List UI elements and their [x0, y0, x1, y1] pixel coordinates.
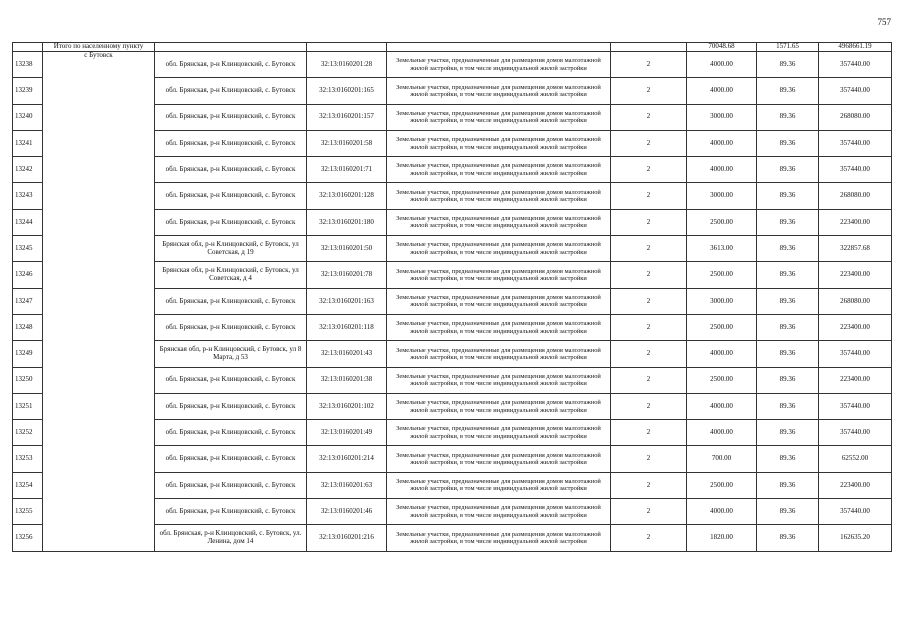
category-cell: 2 [611, 130, 687, 156]
rate-cell: 89.36 [757, 288, 819, 314]
area-cell: 2500.00 [687, 367, 757, 393]
cadastral-number-cell: 32:13:0160201:38 [307, 367, 387, 393]
value-cell: 223400.00 [819, 209, 892, 235]
address-cell: обл. Брянская, р-н Клинцовский, с. Бутовск [155, 157, 307, 183]
land-use-cell: Земельные участки, предназначенные для размещения домов малоэтажной жилой застройки, в том числе индивидуальной жилой застройки [387, 288, 611, 314]
rate-cell: 89.36 [757, 472, 819, 498]
cadastral-number-cell: 32:13:0160201:163 [307, 288, 387, 314]
row-number: 13244 [13, 209, 43, 235]
total-rate: 1571.65 [757, 43, 819, 52]
table-row [13, 52, 892, 78]
land-use-cell: Земельные участки, предназначенные для размещения домов малоэтажной жилой застройки, в том числе индивидуальной жилой застройки [387, 209, 611, 235]
area-cell: 2500.00 [687, 472, 757, 498]
address-cell: обл. Брянская, р-н Клинцовский, с. Бутовск [155, 130, 307, 156]
value-cell: 357440.00 [819, 341, 892, 367]
land-use-cell: Земельные участки, предназначенные для размещения домов малоэтажной жилой застройки, в том числе индивидуальной жилой застройки [387, 52, 611, 78]
cadastral-number-cell: 32:13:0160201:71 [307, 157, 387, 183]
address-cell: Брянская обл, р-н Клинцовский, с Бутовск, ул Советская, д 19 [155, 236, 307, 262]
rate-cell: 89.36 [757, 367, 819, 393]
row-number: 13242 [13, 157, 43, 183]
rate-cell: 89.36 [757, 104, 819, 130]
rate-cell: 89.36 [757, 262, 819, 288]
row-number: 13250 [13, 367, 43, 393]
category-cell: 2 [611, 157, 687, 183]
rate-cell: 89.36 [757, 209, 819, 235]
cadastral-number-cell: 32:13:0160201:180 [307, 209, 387, 235]
cadastral-number-cell: 32:13:0160201:118 [307, 314, 387, 340]
area-cell: 1820.00 [687, 525, 757, 551]
value-cell: 322857.68 [819, 236, 892, 262]
category-cell: 2 [611, 236, 687, 262]
cadastral-number-cell: 32:13:0160201:46 [307, 499, 387, 525]
land-use-cell: Земельные участки, предназначенные для размещения домов малоэтажной жилой застройки, в том числе индивидуальной жилой застройки [387, 314, 611, 340]
category-cell: 2 [611, 288, 687, 314]
land-use-cell: Земельные участки, предназначенные для размещения домов малоэтажной жилой застройки, в том числе индивидуальной жилой застройки [387, 236, 611, 262]
area-cell: 4000.00 [687, 52, 757, 78]
rate-cell: 89.36 [757, 314, 819, 340]
area-cell: 3000.00 [687, 183, 757, 209]
address-cell: обл. Брянская, р-н Клинцовский, с. Бутовск [155, 420, 307, 446]
cadastral-number-cell: 32:13:0160201:165 [307, 78, 387, 104]
row-number: 13240 [13, 104, 43, 130]
category-cell: 2 [611, 52, 687, 78]
value-cell: 357440.00 [819, 420, 892, 446]
row-number: 13249 [13, 341, 43, 367]
area-cell: 2500.00 [687, 262, 757, 288]
cadastral-number-cell: 32:13:0160201:28 [307, 52, 387, 78]
category-cell: 2 [611, 262, 687, 288]
total-area: 70048.68 [687, 43, 757, 52]
value-cell: 357440.00 [819, 499, 892, 525]
address-cell: обл. Брянская, р-н Клинцовский, с. Бутовск [155, 78, 307, 104]
rate-cell: 89.36 [757, 341, 819, 367]
value-cell: 62552.00 [819, 446, 892, 472]
row-number: 13246 [13, 262, 43, 288]
rate-cell: 89.36 [757, 420, 819, 446]
rate-cell: 89.36 [757, 183, 819, 209]
row-number: 13247 [13, 288, 43, 314]
land-use-cell: Земельные участки, предназначенные для размещения домов малоэтажной жилой застройки, в том числе индивидуальной жилой застройки [387, 472, 611, 498]
address-cell: обл. Брянская, р-н Клинцовский, с. Бутовск [155, 499, 307, 525]
land-use-cell: Земельные участки, предназначенные для размещения домов малоэтажной жилой застройки, в том числе индивидуальной жилой застройки [387, 104, 611, 130]
address-cell: обл. Брянская, р-н Клинцовский, с. Бутовск [155, 446, 307, 472]
total-label: Итого по населенному пункту [43, 43, 155, 52]
value-cell: 223400.00 [819, 472, 892, 498]
land-use-cell: Земельные участки, предназначенные для размещения домов малоэтажной жилой застройки, в том числе индивидуальной жилой застройки [387, 341, 611, 367]
area-cell: 3000.00 [687, 288, 757, 314]
land-use-cell: Земельные участки, предназначенные для размещения домов малоэтажной жилой застройки, в том числе индивидуальной жилой застройки [387, 393, 611, 419]
address-cell: обл. Брянская, р-н Клинцовский, с. Бутовск [155, 393, 307, 419]
category-cell: 2 [611, 446, 687, 472]
rate-cell: 89.36 [757, 446, 819, 472]
cadastral-number-cell: 32:13:0160201:214 [307, 446, 387, 472]
rate-cell: 89.36 [757, 130, 819, 156]
area-cell: 4000.00 [687, 341, 757, 367]
cadastral-number-cell: 32:13:0160201:58 [307, 130, 387, 156]
land-use-cell: Земельные участки, предназначенные для размещения домов малоэтажной жилой застройки, в том числе индивидуальной жилой застройки [387, 183, 611, 209]
area-cell: 4000.00 [687, 130, 757, 156]
rate-cell: 89.36 [757, 52, 819, 78]
address-cell: Брянская обл, р-н Клинцовский, с Бутовск, ул 8 Марта, д 53 [155, 341, 307, 367]
category-cell: 2 [611, 104, 687, 130]
address-cell: обл. Брянская, р-н Клинцовский, с. Бутовск [155, 52, 307, 78]
land-use-cell: Земельные участки, предназначенные для размещения домов малоэтажной жилой застройки, в том числе индивидуальной жилой застройки [387, 499, 611, 525]
address-cell: обл. Брянская, р-н Клинцовский, с. Бутовск [155, 288, 307, 314]
category-cell: 2 [611, 183, 687, 209]
settlement-name: с Бутовск [43, 52, 155, 552]
address-cell: Брянская обл, р-н Клинцовский, с Бутовск, ул Советская, д 4 [155, 262, 307, 288]
area-cell: 3000.00 [687, 104, 757, 130]
land-use-cell: Земельные участки, предназначенные для размещения домов малоэтажной жилой застройки, в том числе индивидуальной жилой застройки [387, 130, 611, 156]
address-cell: обл. Брянская, р-н Клинцовский, с. Бутовск [155, 314, 307, 340]
rate-cell: 89.36 [757, 393, 819, 419]
row-number: 13238 [13, 52, 43, 78]
value-cell: 162635.20 [819, 525, 892, 551]
area-cell: 2500.00 [687, 209, 757, 235]
row-number: 13239 [13, 78, 43, 104]
category-cell: 2 [611, 314, 687, 340]
row-number: 13243 [13, 183, 43, 209]
cadastral-number-cell: 32:13:0160201:63 [307, 472, 387, 498]
area-cell: 4000.00 [687, 420, 757, 446]
category-cell: 2 [611, 499, 687, 525]
category-cell: 2 [611, 472, 687, 498]
cadastral-number-cell: 32:13:0160201:102 [307, 393, 387, 419]
value-cell: 357440.00 [819, 78, 892, 104]
row-number: 13254 [13, 472, 43, 498]
row-number: 13255 [13, 499, 43, 525]
land-use-cell: Земельные участки, предназначенные для размещения домов малоэтажной жилой застройки, в том числе индивидуальной жилой застройки [387, 446, 611, 472]
row-number: 13245 [13, 236, 43, 262]
land-use-cell: Земельные участки, предназначенные для размещения домов малоэтажной жилой застройки, в том числе индивидуальной жилой застройки [387, 78, 611, 104]
value-cell: 223400.00 [819, 367, 892, 393]
total-value: 4968661.19 [819, 43, 892, 52]
area-cell: 700.00 [687, 446, 757, 472]
value-cell: 357440.00 [819, 393, 892, 419]
row-number: 13251 [13, 393, 43, 419]
value-cell: 268080.00 [819, 288, 892, 314]
land-use-cell: Земельные участки, предназначенные для размещения домов малоэтажной жилой застройки, в том числе индивидуальной жилой застройки [387, 420, 611, 446]
category-cell: 2 [611, 78, 687, 104]
land-use-cell: Земельные участки, предназначенные для размещения домов малоэтажной жилой застройки, в том числе индивидуальной жилой застройки [387, 157, 611, 183]
rate-cell: 89.36 [757, 499, 819, 525]
value-cell: 357440.00 [819, 52, 892, 78]
area-cell: 4000.00 [687, 78, 757, 104]
value-cell: 357440.00 [819, 157, 892, 183]
category-cell: 2 [611, 393, 687, 419]
cadastral-number-cell: 32:13:0160201:128 [307, 183, 387, 209]
address-cell: обл. Брянская, р-н Клинцовский, с. Бутовск [155, 104, 307, 130]
area-cell: 4000.00 [687, 393, 757, 419]
address-cell: обл. Брянская, р-н Клинцовский, с. Бутовск [155, 472, 307, 498]
cadastral-number-cell: 32:13:0160201:216 [307, 525, 387, 551]
land-register-table [12, 42, 892, 552]
value-cell: 268080.00 [819, 183, 892, 209]
land-use-cell: Земельные участки, предназначенные для размещения домов малоэтажной жилой застройки, в том числе индивидуальной жилой застройки [387, 367, 611, 393]
value-cell: 268080.00 [819, 104, 892, 130]
page-number: 757 [877, 17, 891, 27]
row-number: 13241 [13, 130, 43, 156]
cadastral-number-cell: 32:13:0160201:78 [307, 262, 387, 288]
category-cell: 2 [611, 525, 687, 551]
address-cell: обл. Брянская, р-н Клинцовский, с. Бутовск [155, 367, 307, 393]
category-cell: 2 [611, 367, 687, 393]
category-cell: 2 [611, 341, 687, 367]
address-cell: обл. Брянская, р-н Клинцовский, с. Бутовск, ул. Ленина, дом 14 [155, 525, 307, 551]
category-cell: 2 [611, 420, 687, 446]
area-cell: 2500.00 [687, 314, 757, 340]
settlement-total-row [13, 43, 892, 52]
cadastral-number-cell: 32:13:0160201:50 [307, 236, 387, 262]
rate-cell: 89.36 [757, 236, 819, 262]
row-number: 13248 [13, 314, 43, 340]
land-use-cell: Земельные участки, предназначенные для размещения домов малоэтажной жилой застройки, в том числе индивидуальной жилой застройки [387, 262, 611, 288]
row-number: 13252 [13, 420, 43, 446]
address-cell: обл. Брянская, р-н Клинцовский, с. Бутовск [155, 183, 307, 209]
value-cell: 223400.00 [819, 314, 892, 340]
value-cell: 357440.00 [819, 130, 892, 156]
row-number: 13253 [13, 446, 43, 472]
row-number: 13256 [13, 525, 43, 551]
value-cell: 223400.00 [819, 262, 892, 288]
rate-cell: 89.36 [757, 525, 819, 551]
rate-cell: 89.36 [757, 157, 819, 183]
area-cell: 4000.00 [687, 499, 757, 525]
cadastral-number-cell: 32:13:0160201:49 [307, 420, 387, 446]
category-cell: 2 [611, 209, 687, 235]
area-cell: 3613.00 [687, 236, 757, 262]
cadastral-number-cell: 32:13:0160201:157 [307, 104, 387, 130]
rate-cell: 89.36 [757, 78, 819, 104]
area-cell: 4000.00 [687, 157, 757, 183]
cadastral-number-cell: 32:13:0160201:43 [307, 341, 387, 367]
land-use-cell: Земельные участки, предназначенные для размещения домов малоэтажной жилой застройки, в том числе индивидуальной жилой застройки [387, 525, 611, 551]
address-cell: обл. Брянская, р-н Клинцовский, с. Бутовск [155, 209, 307, 235]
